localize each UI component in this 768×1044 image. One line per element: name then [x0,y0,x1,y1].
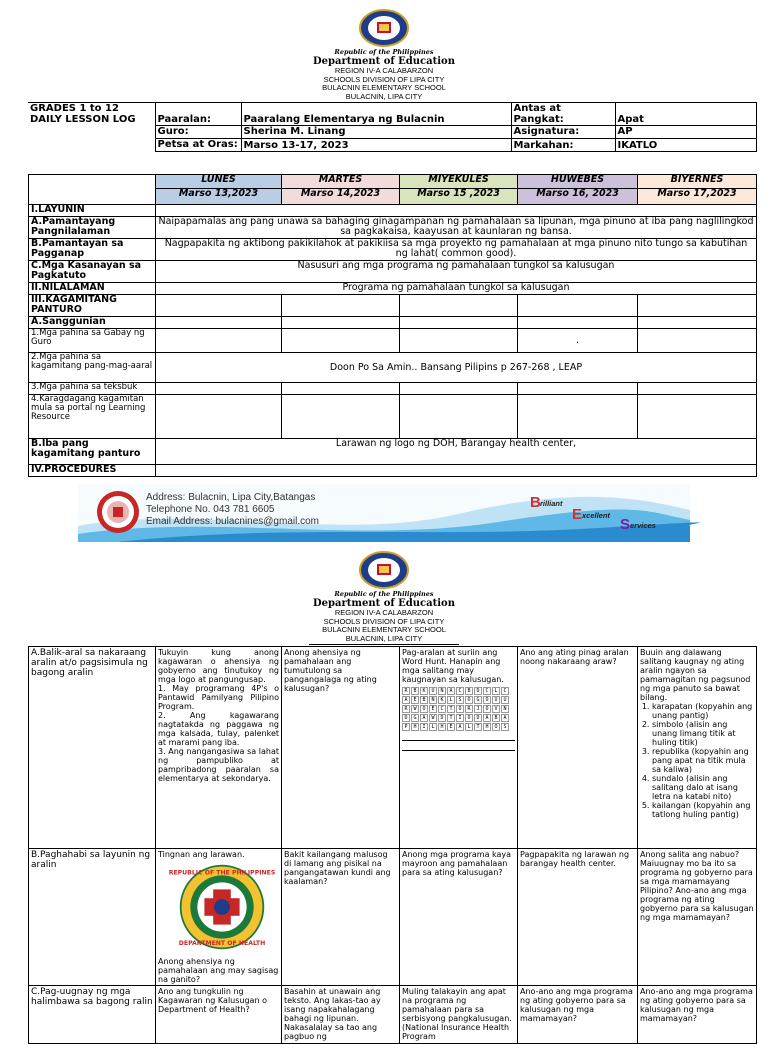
empty-cell [282,317,400,329]
word-hunt-cell: L [492,687,500,695]
empty-cell [518,383,638,395]
empty-cell [156,205,757,217]
empty-cell [282,383,400,395]
word-hunt-cell: N [438,687,446,695]
asignatura-label: Asignatura: [511,126,615,139]
empty-cell [282,329,400,353]
word-hunt-cell: C [501,687,509,695]
petsa-value: Marso 13-17, 2023 [241,139,511,152]
word-hunt-cell: I [420,723,428,731]
word-hunt-cell: T [474,723,482,731]
word-hunt-cell: N [429,696,437,704]
nilalaman-text: Programa ng pamahalaan tungkol sa kalusugan [156,283,757,295]
list-item: 2. simbolo (alisin ang unang limang titik at huling titik) [652,720,754,747]
word-hunt-cell: R [402,687,410,695]
empty-cell [156,383,282,395]
word-hunt-cell: D [438,714,446,722]
header-line: SCHOOLS DIVISION OF LIPA CITY [323,616,445,626]
balik-thursday: Ano ang ating pinag aralan noong nakaraang araw? [518,647,638,849]
word-hunt-cell: G [474,696,482,704]
word-hunt-cell: D [474,687,482,695]
word-hunt-cell: W [429,714,437,722]
empty-cell [638,317,757,329]
word-hunt-cell: B [465,687,473,695]
pamantayang-text: Naipapamalas ang pang unawa sa bahaging ginagampanan ng pamahalaan sa lipunan, mga pinuno at iba pang naglilingkod sa pagkakaisa, kaayusan at kaunlaran ng bansa. [156,217,757,239]
paghahabi-tuesday: Bakit kailangang malusog di lamang ang pisikal na pangangatawan kundi ang kaalaman? [282,849,400,986]
day-date: Marso 13,2023 [156,189,282,205]
word-hunt-cell: O [465,696,473,704]
balik-label: A.Balik-aral sa nakaraang aralin at/o pagsisimula ng bagong aralin [29,647,156,849]
word-hunt-cell: E [447,723,455,731]
day-name: MARTES [282,175,400,189]
word-hunt-cell: S [501,723,509,731]
paaralan-value: Paaralang Elementarya ng Bulacnin [241,103,511,126]
deped-seal-icon [357,550,411,590]
doh-top-text: REPUBLIC OF THE PHILIPPINES [168,869,276,877]
empty-cell [638,295,757,317]
empty-cell [400,329,518,353]
word-hunt-cell: L [447,696,455,704]
pamantayang-label: A.Pamantayang Pangnilalaman [29,217,156,239]
word-hunt-cell: I [456,714,464,722]
empty-cell [282,295,400,317]
header-line: BULACNIN, LIPA CITY [345,633,423,643]
paguugnay-tuesday: Basahin at unawain ang teksto. Ang lakas-tao ay isang napakahalagang bahagi ng lipunan. Nakasalalay sa tao ang pagbuo ng [282,986,400,1044]
word-hunt-cell: H [411,723,419,731]
word-hunt-cell: R [465,705,473,713]
word-hunt-cell: C [483,687,491,695]
empty-cell [400,395,518,439]
header-line: BULACNIN, LIPA CITY [345,91,423,101]
word-hunt-cell: C [456,687,464,695]
kasanayan-label: C.Mga Kasanayan sa Pagkatuto [29,261,156,283]
word-hunt-cell: U [429,687,437,695]
day-name: HUWEBES [518,175,638,189]
word-hunt-cell: A [501,714,509,722]
word-hunt-cell: A [402,696,410,704]
word-hunt-cell: L [465,723,473,731]
bes-s-word: ervices [630,521,656,530]
paghahabi-label: B.Paghahabi sa layunin ng aralin [29,849,156,986]
gabay-label: 1.Mga pahina sa Gabay ng Guro [29,329,156,353]
word-hunt-grid [402,687,515,731]
doh-bottom-text: DEPARTMENT OF HEALTH [178,939,266,947]
lesson-info-table [28,102,757,152]
paguugnay-friday: Ano-ano ang mga programa ng ating gobyerno para sa kalusugan ng mga mamamayan? [638,986,757,1044]
empty-cell [638,383,757,395]
word-hunt-cell: T [447,705,455,713]
word-hunt-cell: O [483,696,491,704]
word-hunt-cell: T [447,714,455,722]
day-date: Marso 15 ,2023 [400,189,518,205]
word-hunt-cell: B [411,687,419,695]
page-footer [78,484,690,542]
paguugnay-monday: Ano ang tungkulin ng Kagawaran ng Kalusugan o Department of Health? [156,986,282,1044]
word-hunt-cell: R [402,705,410,713]
bes-s-letter: S [620,516,631,533]
day-name: MIYEKULES [400,175,518,189]
word-hunt-cell: D [402,714,410,722]
word-hunt-cell: O [456,705,464,713]
bes-b-word: rilliant [540,499,563,508]
paghahabi-friday: Anong salita ang nabuo? Maiuugnay mo ba ito sa programa ng gobyerno para sa mga mamamayang Pilipino? Ano-ano ang mga programa ng ating gobyerno para sa kalusugan ng mga mamamayan? [638,849,757,986]
paghahabi-monday-text: Tingnan ang larawan. [158,850,245,859]
footer-contact [146,492,319,528]
word-hunt-cell: S [456,696,464,704]
word-hunt-cell: K [420,687,428,695]
header-line: SCHOOLS DIVISION OF LIPA CITY [323,74,445,84]
header-line: REGION IV-A CALABARZON [334,66,434,75]
empty-cell [400,295,518,317]
department-text: Department of Education [313,598,455,609]
school-seal-icon [96,490,140,534]
balik-tuesday: Anong ahensiya ng pamahalaan ang tumutulong sa pangangalaga ng ating kalusugan? [282,647,400,849]
day-name: LUNES [156,175,282,189]
word-hunt-cell: D [474,714,482,722]
empty-cell [400,383,518,395]
list-item: 3. republika (kopyahin ang pang apat na titik mula sa kaliwa) [652,747,754,774]
paghahabi-monday-question: Anong ahensiya ng pamahalaan ang may sagisag na ganito? [158,957,279,984]
word-hunt-cell: V [492,705,500,713]
department-text: Department of Education [313,56,455,67]
empty-cell [282,395,400,439]
iba-text: Larawan ng logo ng DOH, Barangay health center, [156,439,757,465]
empty-cell [638,395,757,439]
bes-logo [528,494,678,538]
pagganap-label: B.Pamantayan sa Pagganap [29,239,156,261]
balik-monday-intro: Tukuyin kung anong kagawaran o ahensiya ng gobyerno ang tinutukoy ng mga logo at pangungusap. [158,648,279,684]
header-line: BULACNIN ELEMENTARY SCHOOL [322,625,446,634]
word-hunt-cell: B [420,696,428,704]
word-hunt-cell: E [411,696,419,704]
pagganap-text: Nagpapakita ng aktibong pakikilahok at pakikiisa sa mga proyekto ng pamahalaan at mga pinuno nito tungo sa kabutihan ng lahat( common good). [156,239,757,261]
word-hunt-cell: A [447,687,455,695]
word-hunt-cell: K [438,696,446,704]
empty-cell [518,295,638,317]
word-hunt-cell: O [483,705,491,713]
paghahabi-thursday: Pagpapakita ng larawan ng barangay health center. [518,849,638,986]
day-date: Marso 16, 2023 [518,189,638,205]
bes-b-letter: B [530,494,541,511]
word-hunt-cell: B [492,714,500,722]
word-hunt-cell: U [501,696,509,704]
balik-monday-item: 2. Ang kagawarang nagtatakda ng paggawa ng mga kalsada, tulay, palenket at marami pang iba. [158,711,279,747]
empty-cell [518,317,638,329]
empty-cell [156,465,757,477]
word-hunt-cell: O [492,723,500,731]
school-header [0,8,768,103]
kagamitang-pang-text: Doon Po Sa Amin.. Bansang Pilipins p 267-268 , LEAP [156,353,757,383]
word-hunt-cell: H [483,723,491,731]
balik-monday-item: 3. Ang nangangasiwa sa lahat ng pampubliko at pampribadong paaralan sa elementarya at sekondarya. [158,747,279,783]
list-item: 4. sundalo (alisin ang salitang dalo at isang letra na katabi nito) [652,774,754,801]
balik-wednesday-text: Pag-aralan at suriin ang Word Hunt. Hanapin ang mga salitang may kaugnayan sa kalusugan. [402,648,504,684]
nilalaman-label: II.NILALAMAN [29,283,156,295]
word-hunt-cell: O [465,714,473,722]
procedures-label: IV.PROCEDURES [29,465,156,477]
markahan-label: Markahan: [511,139,615,152]
word-hunt-cell: W [411,705,419,713]
markahan-value: IKATLO [615,139,756,152]
doh-logo-icon [168,863,276,951]
word-hunt-cell: J [474,705,482,713]
empty-cell [400,317,518,329]
list-item: 1. karapatan (kopyahin ang unang pantig) [652,702,754,720]
paaralan-label: Paaralan: [155,103,241,126]
word-hunt-cell: U [492,696,500,704]
word-hunt-cell: E [429,705,437,713]
corner-cell [29,175,156,205]
friday-list [640,702,754,819]
balik-friday-intro: Buuin ang dalawang salitang kaugnay ng ating aralin ngayon sa pamamagitan ng pagsunod ng mga panuto sa bawat bilang. [640,648,751,702]
empty-cell [156,317,282,329]
bes-e-letter: E [572,506,583,523]
empty-cell [156,295,282,317]
antas-label: Antas at Pangkat: [511,103,615,126]
petsa-label: Petsa at Oras: [155,139,241,152]
balik-wednesday [400,647,518,849]
word-hunt-cell: P [402,723,410,731]
list-item: 5. kailangan (kopyahin ang tatlong huling pantig) [652,801,754,819]
paguugnay-thursday: Ano-ano ang mga programa ng ating gobyerno para sa kalusugan ng mga mamamayan? [518,986,638,1044]
word-hunt-cell: H [438,723,446,731]
word-hunt-cell: C [438,705,446,713]
guro-label: Guro: [155,126,241,139]
section-layunin: I.LAYUNIN [29,205,156,217]
day-name: BIYERNES [638,175,757,189]
day-date: Marso 14,2023 [282,189,400,205]
procedures-table [28,646,757,1044]
empty-cell [518,395,638,439]
guro-value: Sherina M. Linang [241,126,511,139]
word-hunt-cell: A [420,714,428,722]
paguugnay-wednesday: Muling talakayin ang apat na programa ng pamahalaan para sa serbisyong pangkalusugan. (National Insurance Health Program [400,986,518,1044]
school-header-2 [0,550,768,645]
lesson-plan-table [28,174,757,477]
teksbuk-label: 3.Mga pahina sa teksbuk [29,383,156,395]
deped-seal-icon [357,8,411,48]
republic-text: Republic of the Philippines [334,590,434,598]
word-hunt-cell: A [483,714,491,722]
word-hunt-cell: O [420,705,428,713]
log-title: GRADES 1 to 12 DAILY LESSON LOG [28,103,155,152]
balik-monday [156,647,282,849]
kagamitang-pang-label: 2.Mga pahina sa kagamitang pang-mag-aaral [29,353,156,383]
empty-cell [156,329,282,353]
word-hunt-cell: A [456,723,464,731]
kasanayan-text: Nasusuri ang mga programa ng pamahalaan tungkol sa kalusugan [156,261,757,283]
paghahabi-wednesday: Anong mga programa kaya mayroon ang pamahalaan para sa ating kalusugan? [400,849,518,986]
sanggunian-label: A.Sanggunian [29,317,156,329]
paghahabi-monday [156,849,282,986]
word-hunt-cell: G [411,714,419,722]
gabay-dot: . [518,329,638,353]
answer-blank [402,733,515,741]
asignatura-value: AP [615,126,756,139]
header-line: REGION IV-A CALABARZON [334,608,434,617]
header-line: BULACNIN ELEMENTARY SCHOOL [322,83,446,92]
word-hunt-cell: N [501,705,509,713]
iba-label: B.Iba pang kagamitang panturo [29,439,156,465]
word-hunt-cell: L [429,723,437,731]
karagdagang-label: 4.Karagdagang kagamitan mula sa portal ng Learning Resource [29,395,156,439]
header-rule [309,644,459,645]
bes-e-word: xcellent [582,511,610,520]
paguugnay-label: C.Pag-uugnay ng mga halimbawa sa bagong ralin [29,986,156,1044]
empty-cell [156,395,282,439]
balik-monday-item: 1. May programang 4P's o Pantawid Pamilyang Pilipino Program. [158,684,279,711]
republic-text: Republic of the Philippines [334,48,434,56]
balik-friday [638,647,757,849]
answer-blank [402,743,515,751]
empty-cell [638,329,757,353]
antas-value: Apat [615,103,756,126]
footer-address: Address: Bulacnin, Lipa City,Batangas [146,492,316,503]
footer-email: Email Address: bulacnines@gmail.com [146,516,320,527]
footer-telephone: Telephone No. 043 781 6605 [146,504,275,515]
kagamitang-label: III.KAGAMITANG PANTURO [29,295,156,317]
day-date: Marso 17,2023 [638,189,757,205]
